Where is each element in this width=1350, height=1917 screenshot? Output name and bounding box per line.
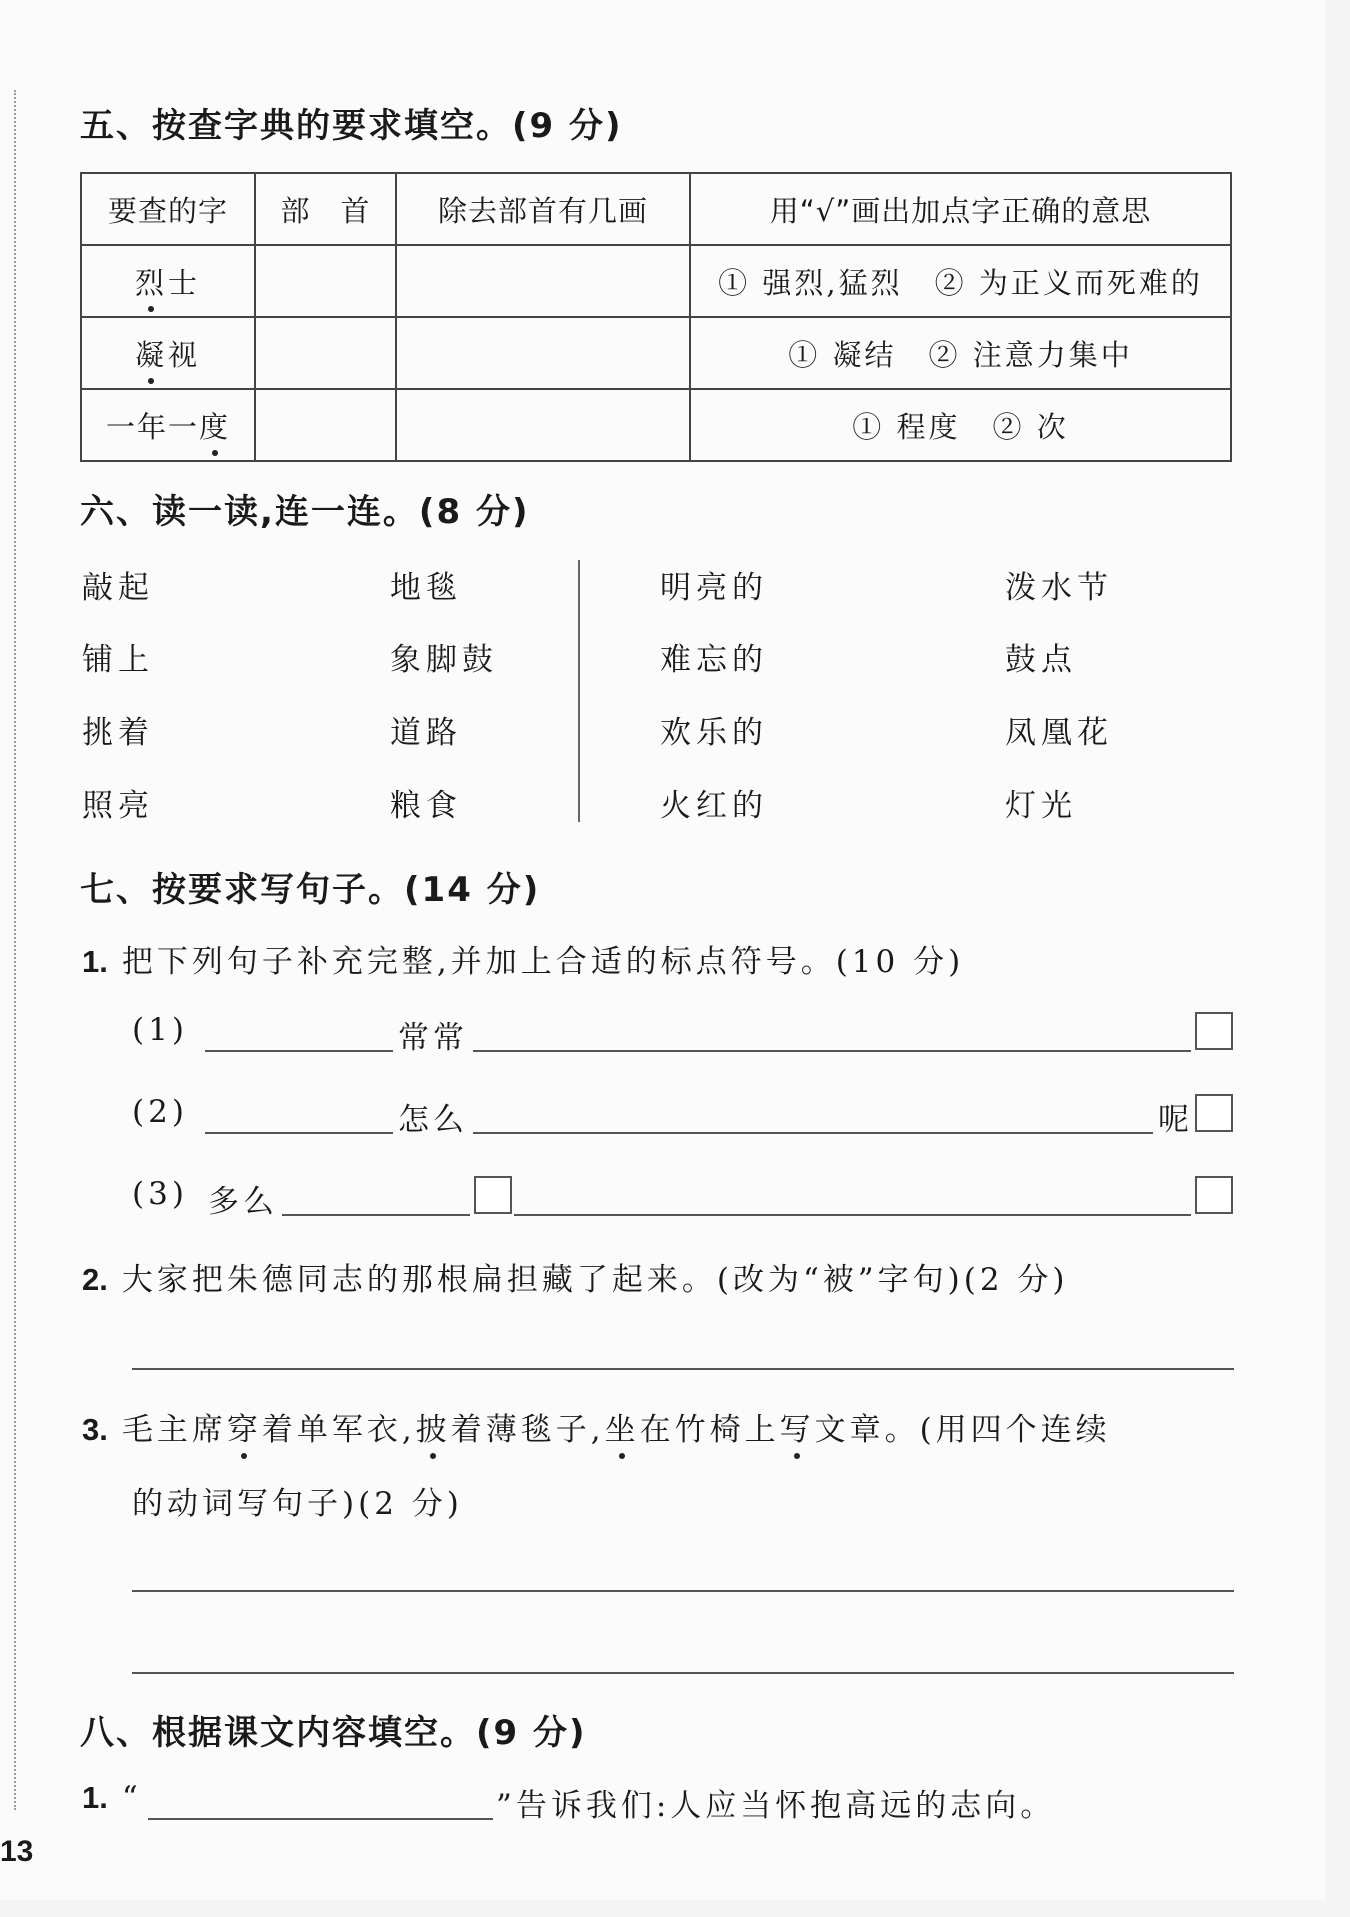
answer-line[interactable] <box>132 1368 1234 1370</box>
match-col4-item[interactable]: 凤凰花 <box>1005 715 1113 751</box>
word-cell: 一年一度 <box>81 389 255 461</box>
radical-input-cell[interactable] <box>255 317 396 389</box>
word-cell: 凝视 <box>81 317 255 389</box>
question-7-2 <box>82 1254 1069 1299</box>
meaning-options[interactable]: ① 凝结 ② 注意力集中 <box>690 317 1231 389</box>
question-7-3: 3. 毛主席穿着单军衣,披着薄毯子,坐在竹椅上写文章。(用四个连续 <box>82 1404 1111 1449</box>
table-row <box>81 389 1231 461</box>
blank-line[interactable] <box>148 1818 493 1820</box>
match-col1-item[interactable]: 铺上 <box>82 642 154 678</box>
match-col4-item[interactable]: 泼水节 <box>1005 570 1113 606</box>
question-text: ”告诉我们:人应当怀抱高远的志向。 <box>496 1788 1056 1824</box>
section6-title: 六、读一读,连一连。(8 分) <box>80 492 530 532</box>
meaning-options[interactable]: ① 程度 ② 次 <box>690 389 1231 461</box>
prompt-word: 多么 <box>208 1184 278 1220</box>
radical-input-cell[interactable] <box>255 389 396 461</box>
blank-line[interactable] <box>205 1050 393 1052</box>
match-col1-item[interactable]: 挑着 <box>82 715 154 751</box>
question-7-1 <box>82 936 964 981</box>
match-col3-item[interactable]: 火红的 <box>660 788 768 824</box>
strokes-input-cell[interactable] <box>396 389 690 461</box>
match-col3-item[interactable]: 明亮的 <box>660 570 768 606</box>
match-col2-item[interactable]: 象脚鼓 <box>390 642 498 678</box>
meaning-options[interactable]: ① 强烈,猛烈 ② 为正义而死难的 <box>690 245 1231 317</box>
question-text: 大家把朱德同志的那根扁担藏了起来。(改为“被”字句)(2 分) <box>121 1262 1069 1298</box>
sub-label: (3) <box>132 1176 188 1212</box>
header-meaning: 用“√”画出加点字正确的意思 <box>690 173 1231 245</box>
dotted-char: 度 <box>199 405 230 446</box>
sub-label: (1) <box>132 1012 188 1048</box>
punctuation-box[interactable] <box>1195 1094 1233 1132</box>
match-col3-item[interactable]: 难忘的 <box>660 642 768 678</box>
blank-line[interactable] <box>282 1214 470 1216</box>
dotted-char: 坐 <box>605 1404 640 1449</box>
match-col1-item[interactable]: 敲起 <box>82 570 154 606</box>
header-strokes: 除去部首有几画 <box>396 173 690 245</box>
table-header-row <box>81 173 1231 245</box>
question-number: 3. <box>82 1412 108 1447</box>
question-text-line2: 的动词写句子)(2 分) <box>132 1486 463 1522</box>
table-row <box>81 245 1231 317</box>
question-number: 2. <box>82 1262 108 1297</box>
answer-line[interactable] <box>132 1590 1234 1592</box>
question-text: 把下列句子补充完整,并加上合适的标点符号。(10 分) <box>121 944 965 980</box>
dotted-char: 写 <box>780 1404 815 1449</box>
question-8-1: 1. “ <box>82 1780 142 1816</box>
blank-line[interactable] <box>205 1132 393 1134</box>
word-cell: 烈士 <box>81 245 255 317</box>
match-col2-item[interactable]: 道路 <box>390 715 462 751</box>
match-col3-item[interactable]: 欢乐的 <box>660 715 768 751</box>
blank-line[interactable] <box>473 1050 1191 1052</box>
dotted-char: 披 <box>416 1404 451 1449</box>
match-col1-item[interactable]: 照亮 <box>82 788 154 824</box>
match-col4-item[interactable]: 灯光 <box>1005 788 1077 824</box>
punctuation-box[interactable] <box>1195 1012 1233 1050</box>
binding-dotted-line <box>14 90 16 1810</box>
match-col2-item[interactable]: 地毯 <box>390 570 462 606</box>
prompt-word: 常常 <box>398 1020 468 1056</box>
punctuation-box[interactable] <box>474 1176 512 1214</box>
question-number: 1. <box>82 944 108 979</box>
table-row <box>81 317 1231 389</box>
dotted-char: 烈 <box>135 261 168 302</box>
strokes-input-cell[interactable] <box>396 317 690 389</box>
header-word: 要查的字 <box>81 173 255 245</box>
section8-title: 八、根据课文内容填空。(9 分) <box>80 1713 587 1753</box>
question-number: 1. <box>82 1780 108 1815</box>
match-col2-item[interactable]: 粮食 <box>390 788 462 824</box>
answer-line[interactable] <box>132 1672 1234 1674</box>
section7-title: 七、按要求写句子。(14 分) <box>80 870 541 910</box>
blank-line[interactable] <box>473 1132 1153 1134</box>
column-divider <box>578 560 580 822</box>
sentence-end-word: 呢 <box>1158 1102 1193 1138</box>
blank-line[interactable] <box>514 1214 1191 1216</box>
section5-title: 五、按查字典的要求填空。(9 分) <box>80 106 623 146</box>
dotted-char: 穿 <box>227 1404 262 1449</box>
prompt-word: 怎么 <box>398 1102 468 1138</box>
radical-input-cell[interactable] <box>255 245 396 317</box>
dotted-char: 凝 <box>135 333 168 374</box>
punctuation-box[interactable] <box>1195 1176 1233 1214</box>
match-col4-item[interactable]: 鼓点 <box>1005 642 1077 678</box>
sub-label: (2) <box>132 1094 188 1130</box>
strokes-input-cell[interactable] <box>396 245 690 317</box>
header-radical: 部 首 <box>255 173 396 245</box>
page-number: 13 <box>0 1835 34 1868</box>
dictionary-table <box>80 172 1232 462</box>
